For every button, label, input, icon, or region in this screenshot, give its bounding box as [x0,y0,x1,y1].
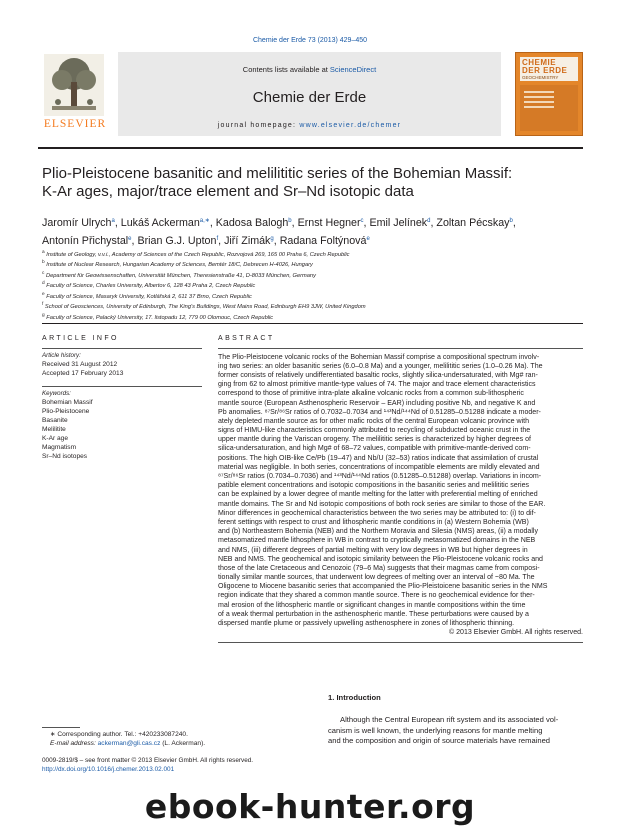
introduction-line: canism is well known, the underlying reasons for mantle melting [328,725,543,735]
abstract-line: NEB and NMS. The geochemical and isotopic similarity between the Plio-Pleistocene volcanic rocks and [218,555,543,563]
contents-line [118,65,501,74]
accepted-date: Accepted 17 February 2013 [42,370,124,377]
article-info-rule [42,348,202,349]
author-affiliation-link[interactable]: g [270,236,274,242]
author-affiliation-link[interactable]: a [111,218,115,224]
author: Jiří Zimák$^g$, [224,235,280,247]
author-list [42,213,587,249]
author-affiliation-link[interactable]: c [360,218,364,224]
affiliation: $^c$ Department für Geowissenschaften, Universität München, Theresienstraße 41, D-8033 München, Germany [42,270,316,279]
issn-line: 0009-2819/$ – see front matter © 2013 Elsevier GmbH. All rights reserved. [42,757,254,764]
header-rule [38,147,583,149]
section-rule [42,323,583,324]
abstract-line: metasomatized mantle lithosphere in WB in contrast to cryptically metasomatized domains in the NEB [218,537,536,545]
abstract-bottom-rule [218,642,583,643]
introduction-body [328,715,583,747]
cover-title-line1: CHEMIE [522,58,557,67]
sciencedirect-link[interactable]: ScienceDirect [329,65,377,74]
abstract-line: Pb anomalies. ⁸⁷Sr/⁸⁶Sr ratios of 0.7032–0.7034 and ¹⁴³Nd/¹⁴⁴Nd of 0.51285–0.51288 indicate a moder- [218,408,541,416]
author-affiliation-link[interactable]: b [509,218,513,224]
author: Emil Jelínek$^d$, [369,217,437,229]
abstract-line: Oligocene to Miocene basanitic series that accompanied the Plio-Pleistoicene basanitic series in the NMS [218,583,548,591]
author: Lukáš Ackerman$^{a,∗}$, [120,217,216,229]
email-label: E-mail address: [50,739,98,747]
abstract-body [218,353,583,629]
introduction-line: and the composition and origin of source materials have remained [328,736,551,745]
abstract-line: correspond to those of primitive intra-plate alkaline volcanic rocks from a common sub-lithospheric [218,390,524,398]
author-affiliation-link[interactable]: b [288,218,292,224]
author: Jaromír Ulrych$^a$, [42,217,121,229]
journal-title: Chemie der Erde [252,89,367,106]
abstract-line: mantle domains. The Sr and Nd isotopic compositions of both rock series are similar to those of the EAR. [218,500,546,508]
abstract-line: silica-undersaturation, and high Mg# of 68–72 values, compatible with primitive-mantle-derived com- [218,445,531,453]
abstract-line: mantle source (European Asthenospheric Reservoir – EAR) including positive Nb, and negative K and [218,399,536,407]
homepage-link[interactable]: www.elsevier.de/chemer [299,122,402,129]
author-affiliation-link[interactable]: f [216,236,219,242]
affiliation-list [42,249,587,322]
abstract-line: material was negligible. In both series, concentrations of incompatible elements are mildly elevated and [218,463,540,471]
author-affiliation-link[interactable]: d [427,218,431,224]
author: Ernst Hegner$^c$, [297,217,370,229]
abstract-line: mal erosion of the lithospheric mantle or significant changes in mantle compositions within the time [218,601,526,609]
abstract-line: and NMS, (iii) different degrees of partial melting with very low degrees in WB but higher degrees in [218,546,528,554]
abstract-line: positions. The high OIB-like Ce/Pb (19–47) and Nb/U (32–53) ratios indicate that assimilation of crustal [218,454,539,462]
homepage-prefix: journal homepage: [217,122,300,129]
abstract-column [218,335,583,643]
affiliation: $^a$ Institute of Geology, v.v.i., Academy of Sciences of the Czech Republic, Rozvojová 269, 165 00 Praha 6, Czech Republic [42,250,350,258]
keyword: Sr–Nd isotopes [42,453,88,460]
introduction-heading: 1. Introduction [328,693,381,702]
journal-reference[interactable]: Chemie der Erde 73 (2013) 429–450 [252,37,368,44]
contents-prefix: Contents lists available at [242,65,330,74]
article-metadata [42,757,342,775]
abstract-line: those of the late Cretaceous and Cenozoic (79–6 Ma) suggests that their magmas came from composi- [218,564,540,572]
abstract-line: Minor differences in geochemical characteristics between the two series may be attributed to: (i) to dif- [218,509,536,517]
affiliation: $^e$ Faculty of Science, Masaryk University, Kotlářská 2, 611 37 Brno, Czech Republic [42,291,252,300]
article-title-line1: Plio-Pleistocene basanitic and melilititic series of the Bohemian Massif: [42,165,513,182]
author: Zoltan Pécskay$^b$, [436,217,516,229]
author-affiliation-link[interactable]: e [128,236,132,242]
affiliation: $^d$ Faculty of Science, Charles University, Albertov 6, 128 43 Praha 2, Czech Republic [42,281,256,290]
abstract-line: and (b) Northeastern Bohemia (NEB) and the Northern Moravia and Silesia (NMS) areas, (ii) a modally [218,528,538,536]
keyword: Magmatism [42,444,77,451]
keyword-list [42,398,202,461]
cover-title-line2: DER ERDE [522,66,568,75]
cover-subtitle: GEOCHEMISTRY [522,75,559,80]
keyword: K-Ar age [42,435,69,442]
doi-link[interactable]: http://dx.doi.org/10.1016/j.chemer.2013.02.001 [42,765,175,773]
article-info-heading: ARTICLE INFO [42,335,119,342]
email-link[interactable]: ackerman@gli.cas.cz [97,739,161,747]
copyright-notice: © 2013 Elsevier GmbH. All rights reserved. [448,629,583,637]
abstract-line: patible element concentrations and isotopic compositions in the basanitic series and melilititic series [218,482,530,490]
abstract-line: dispersed mantle plume or passively upwelling asthenosphere in zones of lithospheric thinning. [218,620,515,628]
journal-homepage [118,122,501,129]
elsevier-tree-icon [44,54,104,116]
keywords-rule [42,386,202,387]
author: Brian G.J. Upton$^f$, [137,235,225,247]
email-line [50,740,310,749]
journal-cover-thumbnail[interactable] [515,52,583,136]
abstract-line: ately depleted mantle source as for other mafic rocks of the central European volcanic province with [218,417,530,425]
abstract-line: The Plio-Pleistocene volcanic rocks of the Bohemian Massif comprise a compositional spectrum involv- [218,353,540,361]
article-title [42,165,587,201]
abstract-heading: ABSTRACT [218,335,275,342]
journal-masthead [38,52,583,140]
elsevier-logo[interactable] [38,52,112,132]
abstract-line: upper mantle during the Variscan orogeny. The melilititic series is characterized by higher degrees of [218,436,531,444]
watermark: ebook-hunter.org [144,787,476,826]
keyword: Plio-Pleistocene [42,408,90,415]
affiliation: $^b$ Institute of Nuclear Research, Hungarian Academy of Sciences, Bemtér 18/C, Debrecen H-4026, Hungary [42,260,313,269]
footnote-rule [42,727,80,728]
article-info-column [42,335,202,461]
elsevier-wordmark: ELSEVIER [43,118,107,130]
abstract-line: of a weak thermal perturbation in the asthenospheric mantle. These perturbations were caused by a [218,610,529,618]
author: Kadosa Balogh$^b$, [215,217,298,229]
abstract-line: ging from 62 to almost primitive mantle-type values of 74. The major and trace element characteristics [218,381,536,389]
author-affiliation-link[interactable]: a,∗ [199,218,210,224]
received-date: Received 31 August 2012 [42,361,118,368]
abstract-line: tionally similar mantle sources, that underwent low degrees of melting over an interval of ~80 Ma. The [218,574,535,582]
history-label: Article history: [42,351,81,359]
email-suffix: (L. Ackerman). [160,739,206,747]
corresponding-text: Corresponding author. Tel.: +420233087240. [55,731,188,738]
abstract-line: signs of HIMU-like characteristics commonly attributed to recycling of subducted oceanic crust in the [218,427,531,435]
abstract-rule [218,348,583,349]
footnote-marker: ∗ [50,731,56,738]
keyword: Bohemian Massif [42,399,93,406]
author: Antonín Přichystal$^e$, [42,235,138,247]
abstract-line: former consists of relatively undifferentiated basaltic rocks, slightly silica-undersaturated, with Mg# ran- [218,371,538,379]
article-title-line2: K-Ar ages, major/trace element and Sr–Nd isotopic data [42,183,414,200]
affiliation: $^f$ School of Geosciences, University of Edinburgh, The King's Buildings, West Mains Road, Edinburgh EH9 3JW, United Kingdom [42,302,366,311]
corresponding-line [50,731,310,740]
author: Radana Foltýnová$^e$ [279,235,370,247]
author-affiliation-link[interactable]: e [366,236,370,242]
corresponding-author-footnote [50,731,310,748]
abstract-line: ⁸⁷Sr/⁸⁶Sr ratios (0.7034–0.7036) and ¹⁴³Nd/¹⁴⁴Nd ratios (0.51285–0.51288) overlap. Variations in incom- [218,473,542,481]
keywords-label: Keywords: [42,389,71,397]
keyword: Basanite [42,417,68,424]
introduction-line: Although the Central European rift system and its associated vol- [340,715,559,724]
abstract-line: region indicate that they shared a common mantle source. There is no geochemical evidence for ther- [218,592,535,600]
cover-decoration [524,91,554,111]
keyword: Melilitite [42,426,66,433]
abstract-line: ing two series: an older basanitic series (6.0–0.8 Ma) and a younger, melilititic series (1.0–0.26 Ma). The [218,362,543,370]
masthead-banner [118,52,501,136]
affiliation: $^g$ Faculty of Science, Palacký University, 17. listopadu 12, 779 00 Olomouc, Czech Republic [42,312,274,321]
abstract-line: ferent settings with respect to crust and lithospheric mantle conditions in (a) Western Bohemia (WB) [218,518,529,526]
abstract-line: can be explained by a lower degree of mantle melting for the latter with preferential melting of enriched [218,491,538,499]
